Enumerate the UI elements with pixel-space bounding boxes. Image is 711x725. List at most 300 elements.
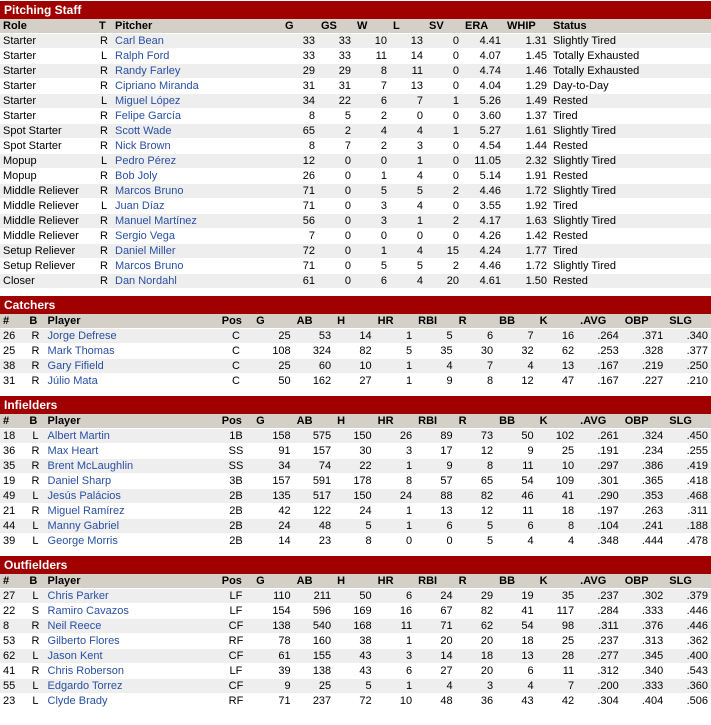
player-link[interactable]: George Morris [47,535,118,547]
column-header[interactable]: RBI [415,314,456,329]
cell-obp: .376 [622,619,667,634]
cell-g: 25 [253,359,294,374]
cell-h: 24 [334,504,375,519]
player-link[interactable]: Juan Díaz [115,200,165,212]
column-header[interactable]: Player [45,574,219,589]
player-link[interactable]: Miguel López [115,95,181,107]
cell-: 39 [0,534,26,549]
column-header[interactable]: G [253,414,294,429]
cell-r: 62 [456,619,497,634]
cell-gs: 2 [318,124,354,139]
cell-player [45,489,219,504]
player-link[interactable]: Ralph Ford [115,50,170,62]
cell-gs: 7 [318,139,354,154]
column-header[interactable]: K [537,314,578,329]
table-row[interactable] [0,589,711,604]
table-row[interactable] [0,429,711,444]
cell-player [45,649,219,664]
cell-obp: .234 [622,444,667,459]
cell-sv: 2 [426,214,462,229]
column-header[interactable]: HR [375,314,416,329]
cell-player [45,694,219,709]
table-row[interactable] [0,649,711,664]
column-header[interactable]: BB [496,314,537,329]
cell-role: Spot Starter [0,124,96,139]
table-row[interactable] [0,634,711,649]
cell-b: R [26,329,44,344]
cell-avg: .304 [577,694,622,709]
cell-player [112,244,282,259]
cell-gs: 0 [318,244,354,259]
column-header[interactable]: SLG [666,574,711,589]
cell-rbi: 88 [415,489,456,504]
cell-r: 82 [456,604,497,619]
cell-status: Rested [550,169,711,184]
table-row[interactable] [0,664,711,679]
cell-slg: .506 [666,694,711,709]
player-link[interactable]: Dan Nordahl [115,275,177,287]
table-row[interactable] [0,229,711,244]
cell-b: R [26,634,44,649]
player-link[interactable]: Nick Brown [115,140,171,152]
cell-w: 5 [354,184,390,199]
column-header[interactable]: K [537,414,578,429]
cell-avg: .200 [577,679,622,694]
cell-b: L [26,534,44,549]
cell-g: 71 [282,184,318,199]
table-row[interactable] [0,504,711,519]
column-header[interactable]: H [334,574,375,589]
cell-h: 22 [334,459,375,474]
cell-rbi: 57 [415,474,456,489]
column-header[interactable]: H [334,414,375,429]
section-title: Infielders [0,395,711,414]
cell-b: S [26,604,44,619]
cell-h: 8 [334,534,375,549]
cell-r: 36 [456,694,497,709]
player-link[interactable]: Miguel Ramírez [47,505,125,517]
table-row[interactable] [0,199,711,214]
column-header[interactable]: HR [375,414,416,429]
table-row[interactable] [0,344,711,359]
column-header[interactable]: G [282,19,318,34]
cell-role: Starter [0,49,96,64]
cell-w: 3 [354,214,390,229]
cell-obp: .333 [622,679,667,694]
table-row[interactable] [0,374,711,389]
cell-status: Rested [550,229,711,244]
cell-pos: C [219,359,253,374]
cell-g: 8 [282,139,318,154]
column-header[interactable]: Role [0,19,96,34]
cell-role: Starter [0,109,96,124]
column-header[interactable]: RBI [415,414,456,429]
player-link[interactable]: Clyde Brady [47,695,108,707]
cell-avg: .312 [577,664,622,679]
column-header[interactable]: SLG [666,414,711,429]
column-header[interactable]: .AVG [577,314,622,329]
cell-role: Middle Reliever [0,229,96,244]
column-header[interactable]: .AVG [577,574,622,589]
player-link[interactable]: Brent McLaughlin [47,460,134,472]
cell-player [112,64,282,79]
player-link[interactable]: Jason Kent [47,650,103,662]
cell-rbi: 4 [415,679,456,694]
table-row[interactable] [0,49,711,64]
column-header[interactable]: BB [496,574,537,589]
player-link[interactable]: Jorge Defrese [47,330,117,342]
column-header[interactable]: OBP [622,314,667,329]
cell-r: 65 [456,474,497,489]
table-row[interactable] [0,359,711,374]
column-header[interactable]: R [456,314,497,329]
cell-r: 6 [456,329,497,344]
cell-gs: 0 [318,274,354,289]
player-link[interactable]: Júlio Mata [47,375,98,387]
table-row[interactable] [0,34,711,49]
cell-sv: 20 [426,274,462,289]
cell-status: Slightly Tired [550,34,711,49]
column-header[interactable]: K [537,574,578,589]
column-header[interactable]: OBP [622,574,667,589]
cell-player [45,344,219,359]
cell-: 49 [0,489,26,504]
cell-w: 0 [354,154,390,169]
cell-l: 0 [390,109,426,124]
cell-w: 6 [354,274,390,289]
column-header[interactable]: G [253,314,294,329]
player-link[interactable]: Gilberto Flores [47,635,120,647]
column-header[interactable]: HR [375,574,416,589]
cell-obp: .386 [622,459,667,474]
cell-avg: .237 [577,634,622,649]
column-header[interactable]: AB [294,414,335,429]
player-link[interactable]: Daniel Miller [115,245,176,257]
cell-r: 3 [456,679,497,694]
cell-whip: 1.49 [504,94,550,109]
cell-: 8 [0,619,26,634]
cell-hr: 24 [375,489,416,504]
column-header[interactable]: B [26,574,44,589]
cell-r: 5 [456,519,497,534]
player-link[interactable]: Ramiro Cavazos [47,605,129,617]
cell-pos: 3B [219,474,253,489]
cell-sv: 0 [426,229,462,244]
cell-h: 82 [334,344,375,359]
table-row[interactable] [0,94,711,109]
cell-l: 4 [390,169,426,184]
cell-rbi: 71 [415,619,456,634]
cell-pos: C [219,329,253,344]
cell-avg: .277 [577,649,622,664]
cell-g: 14 [253,534,294,549]
cell-: 26 [0,329,26,344]
cell-h: 43 [334,649,375,664]
column-header[interactable]: .AVG [577,414,622,429]
cell-avg: .348 [577,534,622,549]
player-link[interactable]: Chris Roberson [47,665,124,677]
table-row[interactable] [0,244,711,259]
column-header[interactable]: AB [294,574,335,589]
cell-avg: .237 [577,589,622,604]
column-header[interactable]: RBI [415,574,456,589]
player-link[interactable]: Mark Thomas [47,345,115,357]
column-header[interactable]: BB [496,414,537,429]
cell-role: Closer [0,274,96,289]
cell-era: 4.07 [462,49,504,64]
cell-whip: 1.50 [504,274,550,289]
cell-ab: 596 [294,604,335,619]
table-row[interactable] [0,259,711,274]
table-row[interactable] [0,124,711,139]
cell-h: 72 [334,694,375,709]
cell-era: 4.46 [462,184,504,199]
cell-era: 4.04 [462,79,504,94]
cell-era: 3.60 [462,109,504,124]
table-row[interactable] [0,519,711,534]
cell-hr: 1 [375,359,416,374]
player-link[interactable]: Jesús Palácios [47,490,121,502]
cell-role: Middle Reliever [0,214,96,229]
cell-g: 61 [282,274,318,289]
cell-slg: .340 [666,329,711,344]
cell-pos: CF [219,679,253,694]
cell-pos: 2B [219,534,253,549]
cell-role: Mopup [0,169,96,184]
player-link[interactable]: Carl Bean [115,35,164,47]
player-link[interactable]: Manny Gabriel [47,520,120,532]
player-link[interactable]: Max Heart [47,445,99,457]
cell-g: 7 [282,229,318,244]
cell-era: 4.24 [462,244,504,259]
table-row[interactable] [0,169,711,184]
cell-avg: .264 [577,329,622,344]
table-row[interactable] [0,184,711,199]
table-row[interactable] [0,79,711,94]
column-header[interactable]: L [390,19,426,34]
table-row[interactable] [0,619,711,634]
cell-role: Middle Reliever [0,199,96,214]
cell-: 18 [0,429,26,444]
cell-obp: .241 [622,519,667,534]
cell-k: 10 [537,459,578,474]
column-header[interactable]: # [0,574,26,589]
column-header[interactable]: R [456,574,497,589]
cell-t: L [96,49,112,64]
cell-k: 41 [537,489,578,504]
player-link[interactable]: Daniel Sharp [47,475,112,487]
cell-bb: 4 [496,359,537,374]
cell-era: 5.14 [462,169,504,184]
cell-b: R [26,344,44,359]
cell-t: R [96,229,112,244]
cell-r: 8 [456,374,497,389]
cell-slg: .418 [666,474,711,489]
cell-ab: 53 [294,329,335,344]
cell-player [112,94,282,109]
column-header[interactable]: R [456,414,497,429]
column-header[interactable]: B [26,314,44,329]
table-row[interactable] [0,444,711,459]
cell-obp: .353 [622,489,667,504]
player-link[interactable]: Gary Fifield [47,360,104,372]
cell-t: L [96,199,112,214]
column-header[interactable]: Pitcher [112,19,282,34]
cell-era: 11.05 [462,154,504,169]
table-row[interactable] [0,474,711,489]
cell-h: 168 [334,619,375,634]
column-header[interactable]: # [0,414,26,429]
player-link[interactable]: Felipe García [115,110,182,122]
column-header[interactable]: GS [318,19,354,34]
cell-whip: 1.91 [504,169,550,184]
cell-era: 4.74 [462,64,504,79]
column-header[interactable]: Status [550,19,711,34]
cell-h: 169 [334,604,375,619]
player-link[interactable]: Albert Martin [47,430,110,442]
player-link[interactable]: Scott Wade [115,125,172,137]
table-row[interactable] [0,679,711,694]
column-header[interactable]: G [253,574,294,589]
cell-l: 3 [390,139,426,154]
column-header[interactable]: T [96,19,112,34]
cell-ab: 237 [294,694,335,709]
player-link[interactable]: Marcos Bruno [115,260,184,272]
player-link[interactable]: Marcos Bruno [115,185,184,197]
cell-bb: 32 [496,344,537,359]
column-header[interactable]: SLG [666,314,711,329]
table-row[interactable] [0,604,711,619]
cell-b: R [26,374,44,389]
player-link[interactable]: Manuel Martínez [115,215,197,227]
column-header[interactable]: SV [426,19,462,34]
cell-b: R [26,664,44,679]
cell-k: 13 [537,359,578,374]
cell-player [45,329,219,344]
player-link[interactable]: Bob Joly [115,170,158,182]
table-row[interactable] [0,329,711,344]
cell-pos: C [219,344,253,359]
column-header[interactable]: Player [45,414,219,429]
cell-: 22 [0,604,26,619]
cell-bb: 54 [496,474,537,489]
cell-g: 50 [253,374,294,389]
cell-obp: .365 [622,474,667,489]
column-header[interactable]: Pos [219,574,253,589]
cell-bb: 18 [496,634,537,649]
table-row[interactable] [0,139,711,154]
cell-sv: 0 [426,199,462,214]
cell-sv: 0 [426,109,462,124]
table-row[interactable] [0,109,711,124]
cell-rbi: 27 [415,664,456,679]
cell-player [45,359,219,374]
column-header[interactable]: H [334,314,375,329]
cell-b: R [26,619,44,634]
cell-era: 4.54 [462,139,504,154]
cell-obp: .302 [622,589,667,604]
cell-whip: 2.32 [504,154,550,169]
table-row[interactable] [0,154,711,169]
cell-g: 138 [253,619,294,634]
column-header[interactable]: Pos [219,414,253,429]
column-header[interactable]: W [354,19,390,34]
table-row[interactable] [0,64,711,79]
cell-k: 4 [537,534,578,549]
column-header[interactable]: Pos [219,314,253,329]
cell-g: 72 [282,244,318,259]
cell-w: 1 [354,169,390,184]
cell-player [45,519,219,534]
table-row[interactable] [0,694,711,709]
cell-status: Rested [550,139,711,154]
cell-player [112,274,282,289]
cell-player [45,474,219,489]
cell-slg: .400 [666,649,711,664]
cell-: 19 [0,474,26,489]
cell-w: 1 [354,244,390,259]
cell-k: 7 [537,679,578,694]
table-row[interactable] [0,214,711,229]
player-link[interactable]: Cipriano Miranda [115,80,199,92]
cell-t: R [96,124,112,139]
cell-b: R [26,474,44,489]
cell-hr: 1 [375,504,416,519]
cell-t: R [96,184,112,199]
cell-slg: .188 [666,519,711,534]
table-row[interactable] [0,534,711,549]
cell-bb: 54 [496,619,537,634]
column-header[interactable]: Player [45,314,219,329]
cell-g: 9 [253,679,294,694]
cell-ab: 48 [294,519,335,534]
cell-r: 20 [456,664,497,679]
player-link[interactable]: Pedro Pérez [115,155,177,167]
cell-bb: 11 [496,504,537,519]
cell-role: Setup Reliever [0,244,96,259]
player-link[interactable]: Chris Parker [47,590,109,602]
column-header[interactable]: AB [294,314,335,329]
cell-era: 5.26 [462,94,504,109]
column-header[interactable]: B [26,414,44,429]
cell-sv: 0 [426,49,462,64]
cell-ab: 60 [294,359,335,374]
cell-g: 31 [282,79,318,94]
table-row[interactable] [0,489,711,504]
cell-sv: 15 [426,244,462,259]
cell-t: R [96,64,112,79]
column-header[interactable]: OBP [622,414,667,429]
player-link[interactable]: Neil Reece [47,620,102,632]
column-header[interactable]: WHIP [504,19,550,34]
cell-pos: RF [219,634,253,649]
cell-l: 5 [390,259,426,274]
cell-avg: .197 [577,504,622,519]
cell-hr: 3 [375,649,416,664]
cell-pos: CF [219,649,253,664]
cell-obp: .371 [622,329,667,344]
cell-whip: 1.63 [504,214,550,229]
cell-w: 2 [354,109,390,124]
player-link[interactable]: Randy Farley [115,65,181,77]
cell-gs: 29 [318,64,354,79]
column-header[interactable]: # [0,314,26,329]
player-link[interactable]: Sergio Vega [115,230,175,242]
table-row[interactable] [0,459,711,474]
player-link[interactable]: Edgardo Torrez [47,680,123,692]
table-row[interactable] [0,274,711,289]
column-header[interactable]: ERA [462,19,504,34]
